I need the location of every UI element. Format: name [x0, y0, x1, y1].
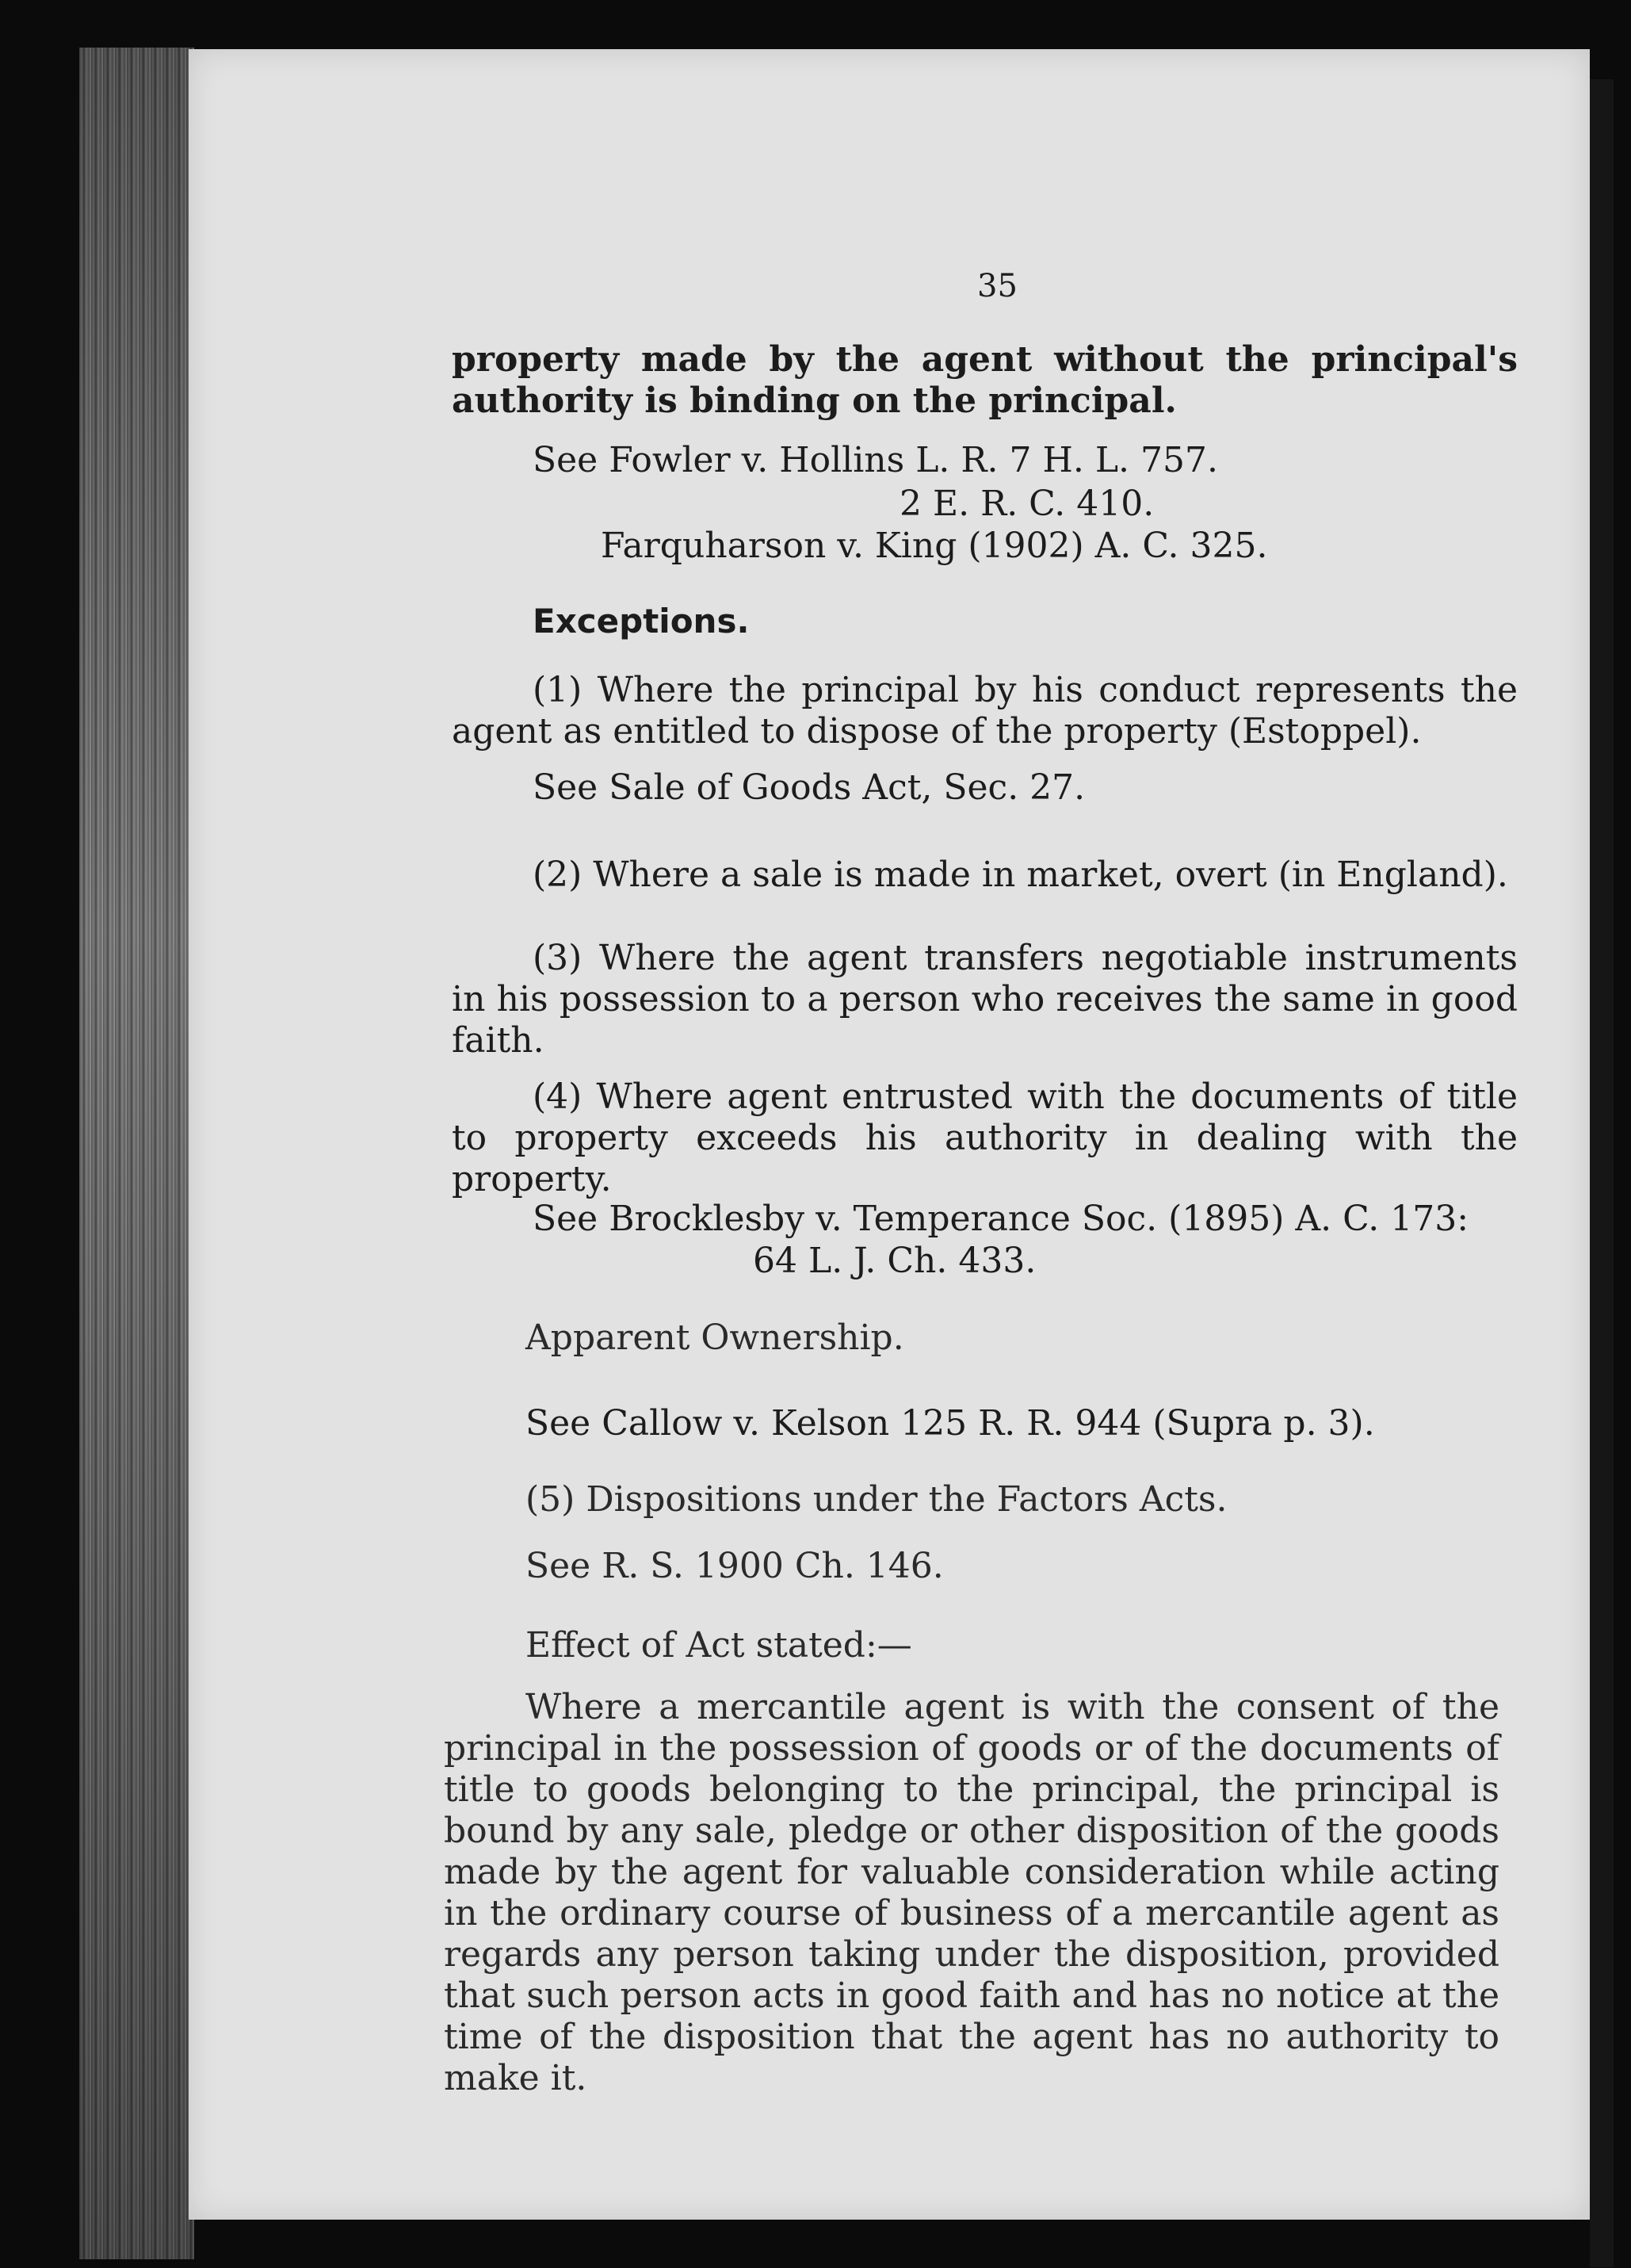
intro-paragraph: property made by the agent without the principal's authority is binding on the principal.	[452, 339, 1518, 421]
effect-heading: Effect of Act stated:—	[525, 1625, 912, 1666]
page-number: 35	[977, 268, 1018, 304]
citation-lj: 64 L. J. Ch. 433.	[753, 1241, 1037, 1281]
binding-shadow	[79, 48, 194, 2259]
citation-fowler: See Fowler v. Hollins L. R. 7 H. L. 757.	[533, 440, 1218, 480]
exception-5: (5) Dispositions under the Factors Acts.	[525, 1479, 1228, 1520]
citation-erc: 2 E. R. C. 410.	[900, 484, 1155, 524]
exception-4: (4) Where agent entrusted with the documents of title to property exceeds his authority in dealing with the property.	[452, 1077, 1518, 1199]
page-right-edge	[1590, 79, 1614, 2267]
citation-callow: See Callow v. Kelson 125 R. R. 944 (Supra p. 3).	[525, 1403, 1375, 1444]
citation-brocklesby: See Brocklesby v. Temperance Soc. (1895) A. C. 173:	[533, 1199, 1469, 1239]
exception-2: (2) Where a sale is made in market, overt (in England).	[533, 855, 1508, 895]
exception-3: (3) Where the agent transfers negotiable instruments in his possession to a person who receives the same in good faith.	[452, 938, 1518, 1061]
exceptions-heading: Exceptions.	[533, 602, 750, 641]
citation-farquharson: Farquharson v. King (1902) A. C. 325.	[601, 526, 1268, 566]
apparent-ownership: Apparent Ownership.	[525, 1318, 904, 1358]
exception-1: (1) Where the principal by his conduct represents the agent as entitled to dispose of the property (Estoppel).	[452, 670, 1518, 752]
effect-paragraph: Where a mercantile agent is with the consent of the principal in the possession of goods or of the documents of title to goods belonging to the principal, the principal is bound by any sale, pledge or other disposition of the goods made by the agent for valuable consideration while acting in the ordinary course of business of a mercantile agent as regards any person taking under the disposition, provided that such person acts in good faith and has no notice at the time of the disposition that the agent has no authority to make it.	[444, 1687, 1499, 2098]
exception-5-citation: See R. S. 1900 Ch. 146.	[525, 1546, 944, 1586]
exception-1-citation: See Sale of Goods Act, Sec. 27.	[533, 767, 1086, 808]
